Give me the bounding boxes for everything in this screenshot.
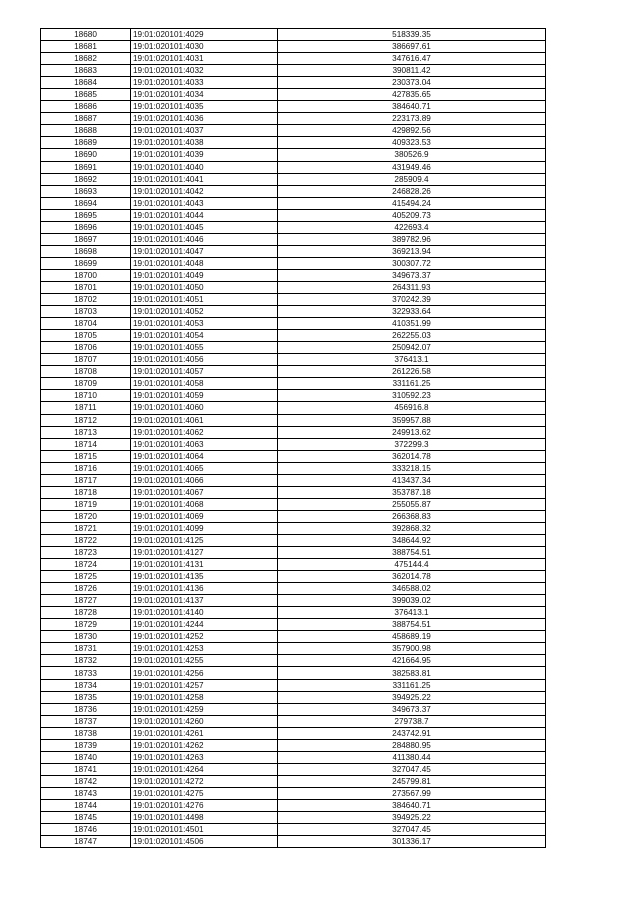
row-number-cell: 18728 [41,607,131,619]
value-cell: 333218.15 [278,462,546,474]
row-number-cell: 18720 [41,510,131,522]
table-row [41,65,546,77]
row-number-cell: 18693 [41,185,131,197]
cadastral-number-cell: 19:01:020101:4276 [131,800,278,812]
value-cell: 255055.87 [278,498,546,510]
value-cell: 405209.73 [278,209,546,221]
value-cell: 458689.19 [278,631,546,643]
value-cell: 261226.58 [278,366,546,378]
cadastral-number-cell: 19:01:020101:4054 [131,330,278,342]
row-number-cell: 18719 [41,498,131,510]
value-cell: 411380.44 [278,751,546,763]
value-cell: 456916.8 [278,402,546,414]
row-number-cell: 18745 [41,812,131,824]
cadastral-number-cell: 19:01:020101:4032 [131,65,278,77]
value-cell: 262255.03 [278,330,546,342]
value-cell: 359957.88 [278,414,546,426]
value-cell: 518339.35 [278,29,546,41]
table-body [41,29,546,848]
table-row [41,474,546,486]
row-number-cell: 18744 [41,800,131,812]
row-number-cell: 18717 [41,474,131,486]
row-number-cell: 18681 [41,41,131,53]
table-row [41,619,546,631]
data-table [40,28,546,848]
row-number-cell: 18686 [41,101,131,113]
row-number-cell: 18707 [41,354,131,366]
cadastral-number-cell: 19:01:020101:4067 [131,486,278,498]
table-row [41,703,546,715]
value-cell: 230373.04 [278,77,546,89]
cadastral-number-cell: 19:01:020101:4068 [131,498,278,510]
row-number-cell: 18714 [41,438,131,450]
value-cell: 353787.18 [278,486,546,498]
cadastral-number-cell: 19:01:020101:4136 [131,583,278,595]
row-number-cell: 18684 [41,77,131,89]
row-number-cell: 18710 [41,390,131,402]
value-cell: 284880.95 [278,739,546,751]
cadastral-number-cell: 19:01:020101:4029 [131,29,278,41]
value-cell: 431949.46 [278,161,546,173]
table-row [41,715,546,727]
table-row [41,354,546,366]
cadastral-number-cell: 19:01:020101:4258 [131,691,278,703]
value-cell: 310592.23 [278,390,546,402]
table-row [41,751,546,763]
table-row [41,595,546,607]
cadastral-number-cell: 19:01:020101:4043 [131,197,278,209]
table-row [41,812,546,824]
table-row [41,41,546,53]
cadastral-number-cell: 19:01:020101:4257 [131,679,278,691]
value-cell: 266368.83 [278,510,546,522]
cadastral-number-cell: 19:01:020101:4051 [131,294,278,306]
value-cell: 331161.25 [278,679,546,691]
cadastral-number-cell: 19:01:020101:4252 [131,631,278,643]
row-number-cell: 18705 [41,330,131,342]
row-number-cell: 18700 [41,269,131,281]
row-number-cell: 18736 [41,703,131,715]
table-row [41,739,546,751]
row-number-cell: 18690 [41,149,131,161]
cadastral-number-cell: 19:01:020101:4244 [131,619,278,631]
value-cell: 386697.61 [278,41,546,53]
value-cell: 382583.81 [278,667,546,679]
row-number-cell: 18715 [41,450,131,462]
cadastral-number-cell: 19:01:020101:4125 [131,534,278,546]
table-row [41,787,546,799]
row-number-cell: 18683 [41,65,131,77]
table-row [41,245,546,257]
row-number-cell: 18724 [41,559,131,571]
table-row [41,583,546,595]
table-row [41,510,546,522]
table-row [41,571,546,583]
row-number-cell: 18730 [41,631,131,643]
table-row [41,173,546,185]
row-number-cell: 18688 [41,125,131,137]
value-cell: 475144.4 [278,559,546,571]
value-cell: 376413.1 [278,354,546,366]
row-number-cell: 18737 [41,715,131,727]
cadastral-number-cell: 19:01:020101:4261 [131,727,278,739]
cadastral-number-cell: 19:01:020101:4037 [131,125,278,137]
cadastral-number-cell: 19:01:020101:4031 [131,53,278,65]
row-number-cell: 18692 [41,173,131,185]
value-cell: 243742.91 [278,727,546,739]
cadastral-number-cell: 19:01:020101:4069 [131,510,278,522]
table-row [41,486,546,498]
table-row [41,775,546,787]
table-row [41,113,546,125]
cadastral-number-cell: 19:01:020101:4036 [131,113,278,125]
value-cell: 250942.07 [278,342,546,354]
value-cell: 322933.64 [278,306,546,318]
table-row [41,330,546,342]
value-cell: 357900.98 [278,643,546,655]
cadastral-number-cell: 19:01:020101:4137 [131,595,278,607]
cadastral-number-cell: 19:01:020101:4047 [131,245,278,257]
row-number-cell: 18695 [41,209,131,221]
value-cell: 285909.4 [278,173,546,185]
table-row [41,559,546,571]
table-row [41,342,546,354]
value-cell: 427835.65 [278,89,546,101]
cadastral-number-cell: 19:01:020101:4058 [131,378,278,390]
row-number-cell: 18722 [41,534,131,546]
table-row [41,655,546,667]
cadastral-number-cell: 19:01:020101:4056 [131,354,278,366]
cadastral-number-cell: 19:01:020101:4050 [131,281,278,293]
value-cell: 347616.47 [278,53,546,65]
table-row [41,269,546,281]
value-cell: 394925.22 [278,812,546,824]
cadastral-number-cell: 19:01:020101:4099 [131,522,278,534]
value-cell: 273567.99 [278,787,546,799]
value-cell: 429892.56 [278,125,546,137]
row-number-cell: 18697 [41,233,131,245]
value-cell: 331161.25 [278,378,546,390]
cadastral-number-cell: 19:01:020101:4255 [131,655,278,667]
row-number-cell: 18682 [41,53,131,65]
cadastral-number-cell: 19:01:020101:4259 [131,703,278,715]
value-cell: 390811.42 [278,65,546,77]
table-row [41,438,546,450]
cadastral-number-cell: 19:01:020101:4062 [131,426,278,438]
row-number-cell: 18704 [41,318,131,330]
value-cell: 362014.78 [278,571,546,583]
row-number-cell: 18732 [41,655,131,667]
value-cell: 392868.32 [278,522,546,534]
cadastral-number-cell: 19:01:020101:4131 [131,559,278,571]
table-row [41,402,546,414]
value-cell: 384640.71 [278,800,546,812]
table-row [41,390,546,402]
document-page [40,28,542,848]
cadastral-number-cell: 19:01:020101:4061 [131,414,278,426]
value-cell: 346588.02 [278,583,546,595]
table-row [41,366,546,378]
cadastral-number-cell: 19:01:020101:4065 [131,462,278,474]
table-row [41,53,546,65]
table-row [41,294,546,306]
cadastral-number-cell: 19:01:020101:4040 [131,161,278,173]
row-number-cell: 18702 [41,294,131,306]
value-cell: 249913.62 [278,426,546,438]
value-cell: 388754.51 [278,619,546,631]
value-cell: 410351.99 [278,318,546,330]
cadastral-number-cell: 19:01:020101:4066 [131,474,278,486]
row-number-cell: 18718 [41,486,131,498]
table-row [41,763,546,775]
cadastral-number-cell: 19:01:020101:4055 [131,342,278,354]
cadastral-number-cell: 19:01:020101:4275 [131,787,278,799]
cadastral-number-cell: 19:01:020101:4140 [131,607,278,619]
cadastral-number-cell: 19:01:020101:4260 [131,715,278,727]
table-row [41,414,546,426]
row-number-cell: 18694 [41,197,131,209]
table-row [41,462,546,474]
table-row [41,233,546,245]
table-row [41,426,546,438]
cadastral-number-cell: 19:01:020101:4046 [131,233,278,245]
cadastral-number-cell: 19:01:020101:4039 [131,149,278,161]
row-number-cell: 18739 [41,739,131,751]
row-number-cell: 18703 [41,306,131,318]
row-number-cell: 18708 [41,366,131,378]
value-cell: 389782.96 [278,233,546,245]
value-cell: 399039.02 [278,595,546,607]
table-row [41,89,546,101]
value-cell: 245799.81 [278,775,546,787]
value-cell: 388754.51 [278,547,546,559]
value-cell: 279738.7 [278,715,546,727]
cadastral-number-cell: 19:01:020101:4263 [131,751,278,763]
table-row [41,125,546,137]
row-number-cell: 18725 [41,571,131,583]
row-number-cell: 18742 [41,775,131,787]
value-cell: 409323.53 [278,137,546,149]
row-number-cell: 18729 [41,619,131,631]
table-row [41,824,546,836]
value-cell: 369213.94 [278,245,546,257]
row-number-cell: 18734 [41,679,131,691]
row-number-cell: 18735 [41,691,131,703]
row-number-cell: 18713 [41,426,131,438]
cadastral-number-cell: 19:01:020101:4063 [131,438,278,450]
value-cell: 384640.71 [278,101,546,113]
cadastral-number-cell: 19:01:020101:4030 [131,41,278,53]
cadastral-number-cell: 19:01:020101:4042 [131,185,278,197]
value-cell: 327047.45 [278,824,546,836]
row-number-cell: 18696 [41,221,131,233]
value-cell: 415494.24 [278,197,546,209]
table-row [41,522,546,534]
row-number-cell: 18726 [41,583,131,595]
value-cell: 376413.1 [278,607,546,619]
value-cell: 394925.22 [278,691,546,703]
row-number-cell: 18701 [41,281,131,293]
table-row [41,534,546,546]
value-cell: 422693.4 [278,221,546,233]
table-row [41,185,546,197]
cadastral-number-cell: 19:01:020101:4256 [131,667,278,679]
cadastral-number-cell: 19:01:020101:4272 [131,775,278,787]
value-cell: 264311.93 [278,281,546,293]
cadastral-number-cell: 19:01:020101:4033 [131,77,278,89]
value-cell: 421664.95 [278,655,546,667]
value-cell: 246828.26 [278,185,546,197]
value-cell: 349673.37 [278,269,546,281]
row-number-cell: 18699 [41,257,131,269]
value-cell: 380526.9 [278,149,546,161]
row-number-cell: 18746 [41,824,131,836]
table-row [41,547,546,559]
cadastral-number-cell: 19:01:020101:4053 [131,318,278,330]
row-number-cell: 18743 [41,787,131,799]
table-row [41,643,546,655]
row-number-cell: 18741 [41,763,131,775]
row-number-cell: 18698 [41,245,131,257]
table-row [41,77,546,89]
table-row [41,679,546,691]
table-row [41,137,546,149]
table-row [41,727,546,739]
table-row [41,306,546,318]
table-row [41,631,546,643]
cadastral-number-cell: 19:01:020101:4064 [131,450,278,462]
table-row [41,161,546,173]
row-number-cell: 18731 [41,643,131,655]
cadastral-number-cell: 19:01:020101:4498 [131,812,278,824]
row-number-cell: 18733 [41,667,131,679]
cadastral-number-cell: 19:01:020101:4501 [131,824,278,836]
cadastral-number-cell: 19:01:020101:4127 [131,547,278,559]
table-row [41,149,546,161]
cadastral-number-cell: 19:01:020101:4253 [131,643,278,655]
value-cell: 370242.39 [278,294,546,306]
row-number-cell: 18689 [41,137,131,149]
row-number-cell: 18691 [41,161,131,173]
table-row [41,800,546,812]
cadastral-number-cell: 19:01:020101:4060 [131,402,278,414]
cadastral-number-cell: 19:01:020101:4044 [131,209,278,221]
cadastral-number-cell: 19:01:020101:4034 [131,89,278,101]
row-number-cell: 18706 [41,342,131,354]
table-row [41,257,546,269]
cadastral-number-cell: 19:01:020101:4045 [131,221,278,233]
cadastral-number-cell: 19:01:020101:4038 [131,137,278,149]
table-row [41,221,546,233]
table-row [41,691,546,703]
cadastral-number-cell: 19:01:020101:4262 [131,739,278,751]
value-cell: 413437.34 [278,474,546,486]
row-number-cell: 18712 [41,414,131,426]
value-cell: 348644.92 [278,534,546,546]
row-number-cell: 18716 [41,462,131,474]
value-cell: 327047.45 [278,763,546,775]
value-cell: 223173.89 [278,113,546,125]
table-row [41,197,546,209]
row-number-cell: 18747 [41,836,131,848]
value-cell: 301336.17 [278,836,546,848]
row-number-cell: 18711 [41,402,131,414]
value-cell: 349673.37 [278,703,546,715]
row-number-cell: 18740 [41,751,131,763]
table-row [41,498,546,510]
row-number-cell: 18685 [41,89,131,101]
table-row [41,836,546,848]
cadastral-number-cell: 19:01:020101:4506 [131,836,278,848]
table-row [41,281,546,293]
value-cell: 362014.78 [278,450,546,462]
value-cell: 300307.72 [278,257,546,269]
cadastral-number-cell: 19:01:020101:4049 [131,269,278,281]
row-number-cell: 18723 [41,547,131,559]
row-number-cell: 18721 [41,522,131,534]
table-row [41,101,546,113]
row-number-cell: 18709 [41,378,131,390]
row-number-cell: 18727 [41,595,131,607]
table-row [41,378,546,390]
table-row [41,667,546,679]
cadastral-number-cell: 19:01:020101:4035 [131,101,278,113]
table-row [41,318,546,330]
cadastral-number-cell: 19:01:020101:4264 [131,763,278,775]
value-cell: 372299.3 [278,438,546,450]
row-number-cell: 18680 [41,29,131,41]
table-row [41,607,546,619]
table-row [41,209,546,221]
row-number-cell: 18738 [41,727,131,739]
table-row [41,450,546,462]
cadastral-number-cell: 19:01:020101:4059 [131,390,278,402]
cadastral-number-cell: 19:01:020101:4052 [131,306,278,318]
cadastral-number-cell: 19:01:020101:4057 [131,366,278,378]
table-row [41,29,546,41]
cadastral-number-cell: 19:01:020101:4048 [131,257,278,269]
cadastral-number-cell: 19:01:020101:4041 [131,173,278,185]
cadastral-number-cell: 19:01:020101:4135 [131,571,278,583]
row-number-cell: 18687 [41,113,131,125]
